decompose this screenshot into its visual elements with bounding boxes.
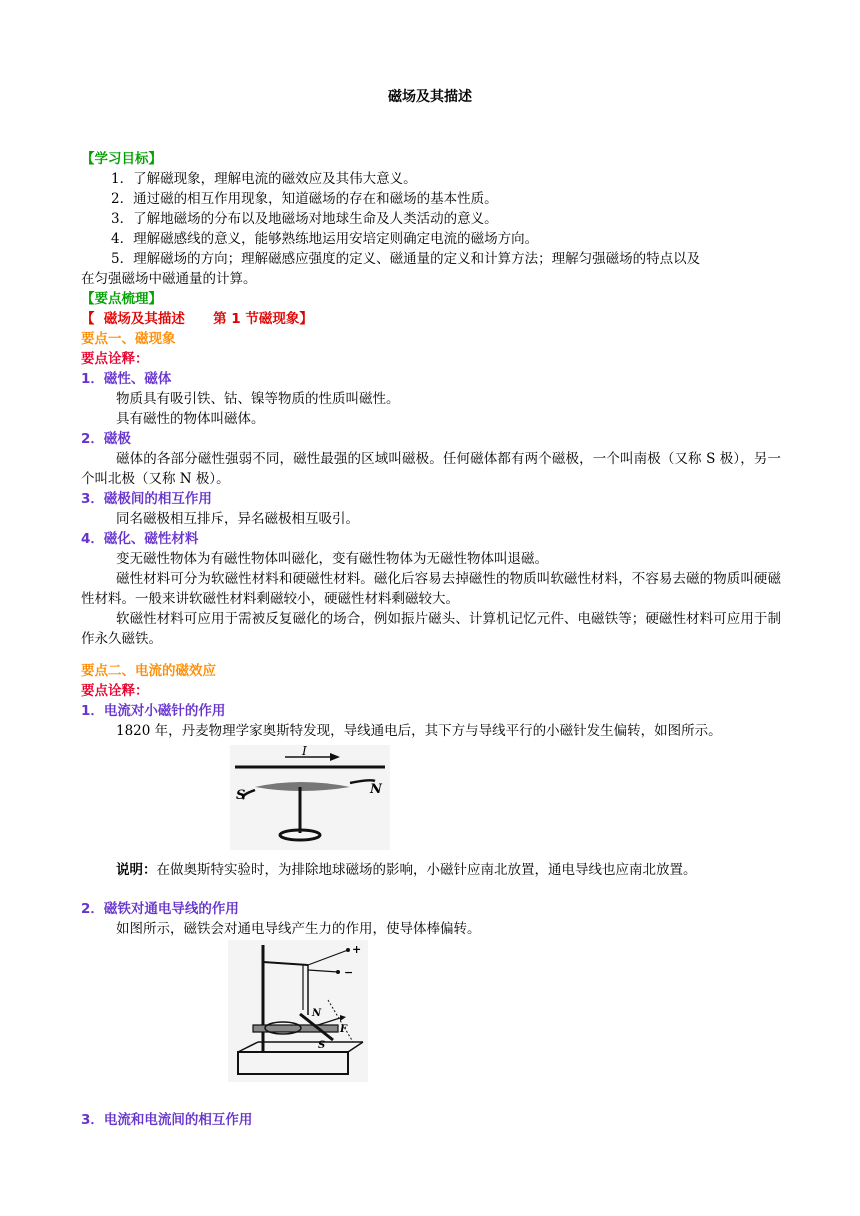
note-text: 在做奥斯特实验时，为排除地球磁场的影响，小磁针应南北放置，通电导线也应南北放置。 — [156, 862, 697, 878]
objective-5: 5．理解磁场的方向；理解磁感应强度的定义、磁通量的定义和计算方法；理解匀强磁场的特点以及 — [111, 251, 701, 267]
objective-2: 2．通过磁的相互作用现象，知道磁场的存在和磁场的基本性质。 — [111, 191, 498, 207]
magnetism-text-1: 物质具有吸引铁、钴、镍等物质的性质叫磁性。 — [116, 391, 400, 407]
keypoints-heading: 【要点梳理】 — [81, 291, 162, 307]
south-label: S — [236, 788, 246, 803]
plus-label: + — [352, 943, 362, 956]
current-label: I — [302, 745, 307, 758]
objectives-heading: 【学习目标】 — [81, 151, 162, 167]
magnetism-text-2: 具有磁性的物体叫磁体。 — [116, 411, 265, 427]
note-line — [116, 860, 697, 880]
objective-4: 4．理解磁感线的意义，能够熟练地运用安培定则确定电流的磁场方向。 — [111, 231, 539, 247]
explain-heading-1: 要点诠释： — [81, 351, 149, 367]
minus-label: − — [344, 966, 354, 979]
subsection-pole-interaction: 3．磁极间的相互作用 — [81, 491, 212, 507]
magnet-wire-figure — [228, 940, 368, 1082]
poles-text: 磁体的各部分磁性强弱不同，磁性最强的区域叫磁极。任何磁体都有两个磁极，一个叫南极（又称 S 极），另一个叫北极（又称 N 极）。 — [81, 451, 781, 487]
subsection-current-current: 3．电流和电流间的相互作用 — [81, 1112, 253, 1128]
magnetization-text-1: 变无磁性物体为有磁性物体叫磁化，变有磁性物体为无磁性物体叫退磁。 — [116, 551, 548, 567]
magnetization-text-2: 磁性材料可分为软磁性材料和硬磁性材料。磁化后容易去掉磁性的物质叫软磁性材料，不容易去磁的物质叫硬磁性材料。一般来讲软磁性材料剩磁较小，硬磁性材料剩磁较大。 — [81, 571, 781, 607]
oersted-text: 1820 年，丹麦物理学家奥斯特发现，导线通电后，其下方与导线平行的小磁针发生偏转，如图所示。 — [116, 723, 722, 739]
objective-1: 1．了解磁现象，理解电流的磁效应及其伟大意义。 — [111, 171, 417, 187]
subsection-magnetization: 4．磁化、磁性材料 — [81, 531, 199, 547]
north-pole-label: N — [312, 1008, 322, 1019]
objective-3: 3．了解地磁场的分布以及地磁场对地球生命及人类活动的意义。 — [111, 211, 498, 227]
north-label: N — [370, 782, 382, 797]
subsection-magnet-wire: 2．磁铁对通电导线的作用 — [81, 901, 239, 917]
oersted-figure — [230, 745, 390, 850]
magnetization-text-3: 软磁性材料可应用于需被反复磁化的场合，例如振片磁头、计算机记忆元件、电磁铁等；硬磁性材料可应用于制作永久磁铁。 — [81, 611, 781, 647]
point-two-heading: 要点二、电流的磁效应 — [81, 663, 216, 679]
magnet-wire-text: 如图所示，磁铁会对通电导线产生力的作用，使导体棒偏转。 — [116, 921, 481, 937]
objective-5-cont: 在匀强磁场中磁通量的计算。 — [81, 271, 257, 287]
section-heading: 【 磁场及其描述 第 1 节磁现象】 — [81, 311, 313, 327]
subsection-current-needle: 1．电流对小磁针的作用 — [81, 703, 226, 719]
explain-heading-2: 要点诠释： — [81, 683, 149, 699]
point-one-heading: 要点一、磁现象 — [81, 331, 176, 347]
note-label: 说明： — [116, 862, 157, 878]
force-label: F — [340, 1024, 348, 1035]
pole-interaction-text: 同名磁极相互排斥，异名磁极相互吸引。 — [116, 511, 359, 527]
south-pole-label: S — [318, 1040, 326, 1051]
subsection-magnetism: 1．磁性、磁体 — [81, 371, 172, 387]
subsection-poles: 2．磁极 — [81, 431, 131, 447]
page-title: 磁场及其描述 — [388, 89, 472, 105]
document-body — [81, 149, 781, 741]
